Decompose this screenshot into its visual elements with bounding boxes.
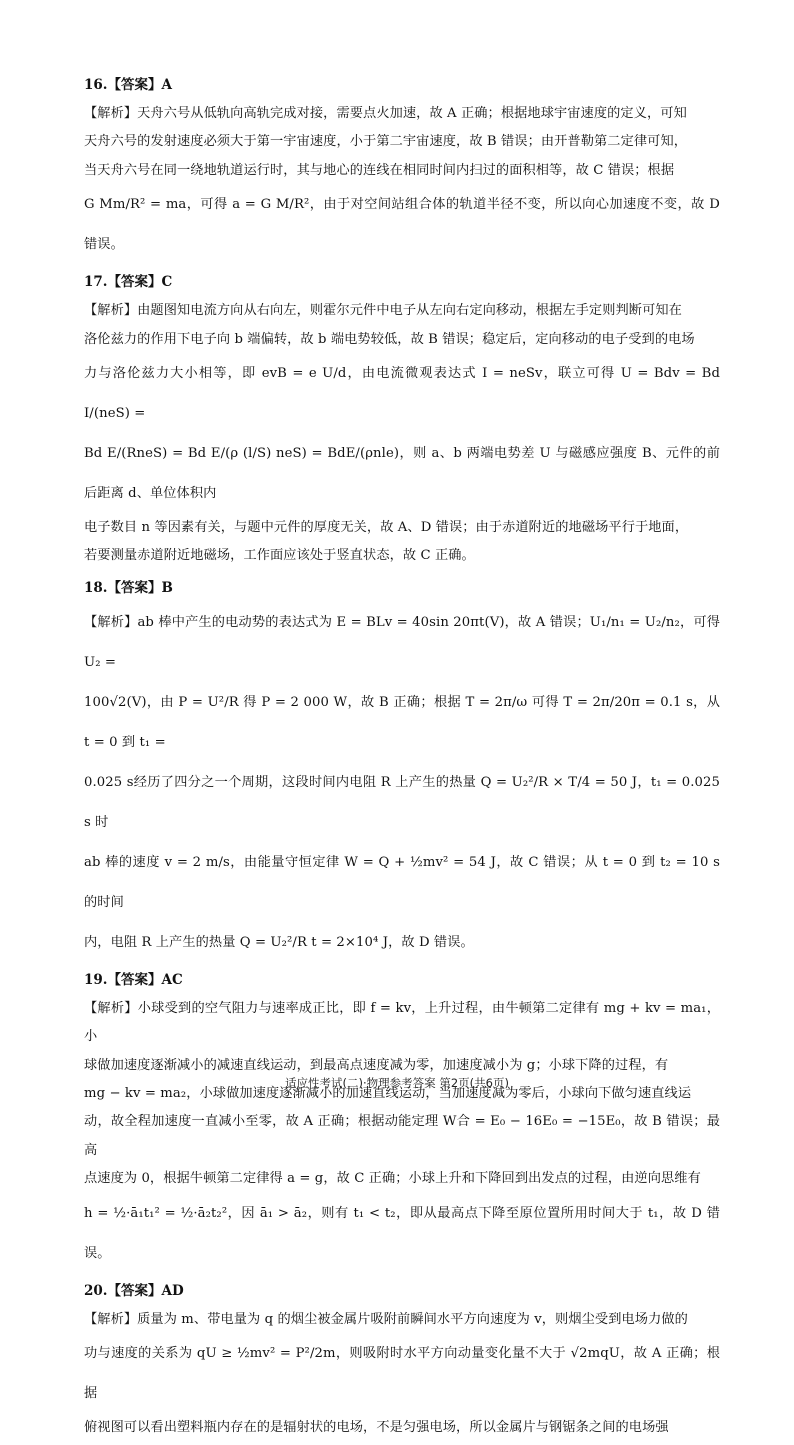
answer-label: 20.【答案】AD bbox=[84, 1282, 184, 1299]
explanation-line: 【解析】小球受到的空气阻力与速率成正比，即 f = kv，上升过程，由牛顿第二定律有 mg + kv = ma₁，小 bbox=[84, 1000, 720, 1045]
explanation-line: mg − kv = ma₂，小球做加速度逐渐减小的加速直线运动，当加速度减为零后，小球向下做匀速直线运 bbox=[84, 1086, 692, 1102]
explanation-line: 球做加速度逐渐减小的减速直线运动，到最高点速度减为零，加速度减小为 g；小球下降的过程，有 bbox=[84, 1057, 669, 1073]
explanation-line: 天舟六号的发射速度必须大于第一宇宙速度，小于第二宇宙速度，故 B 错误；由开普勒第二定律可知， bbox=[84, 134, 688, 150]
answer-label: 17.【答案】C bbox=[84, 274, 173, 291]
explanation-line: h = ½·ā₁t₁² = ½·ā₂t₂²，因 ā₁ > ā₂，则有 t₁ < t₂，即从最高点下降至原位置所用时间大于 t₁，故 D 错误。 bbox=[84, 1205, 720, 1261]
explanation-line: 当天舟六号在同一绕地轨道运行时，其与地心的连线在相同时间内扫过的面积相等，故 C 错误；根据 bbox=[84, 162, 675, 178]
explanation-line: 100√2(V)，由 P = U²/R 得 P = 2 000 W，故 B 正确；根据 T = 2π/ω 可得 T = 2π/20π = 0.1 s，从 t = 0 到 t₁ = bbox=[84, 694, 720, 750]
question-19 bbox=[84, 965, 720, 1274]
question-16 bbox=[84, 70, 720, 265]
answer-label: 19.【答案】AC bbox=[84, 971, 183, 988]
explanation-line: 若要测量赤道附近地磁场，工作面应该处于竖直状态，故 C 正确。 bbox=[84, 548, 475, 564]
question-18 bbox=[84, 573, 720, 963]
explanation-line: 力与洛伦兹力大小相等，即 evB = e U/d，由电流微观表达式 I = neSv，联立可得 U = Bdv = Bd I/(neS) = bbox=[84, 366, 720, 422]
question-17 bbox=[84, 267, 720, 571]
explanation-line: 洛伦兹力的作用下电子向 b 端偏转，故 b 端电势较低，故 B 错误；稳定后，定向移动的电子受到的电场 bbox=[84, 331, 695, 347]
explanation-line: 俯视图可以看出塑料瓶内存在的是辐射状的电场，不是匀强电场，所以金属片与钢锯条之间的电场强 bbox=[84, 1420, 669, 1436]
explanation-line: 【解析】由题图知电流方向从右向左，则霍尔元件中电子从左向右定向移动，根据左手定则判断可知在 bbox=[84, 303, 682, 319]
question-20 bbox=[84, 1276, 720, 1443]
explanation-line: 【解析】ab 棒中产生的电动势的表达式为 E = BLv = 40sin 20πt(V)，故 A 错误；U₁/n₁ = U₂/n₂，可得 U₂ = bbox=[84, 614, 720, 670]
explanation-line: 【解析】质量为 m、带电量为 q 的烟尘被金属片吸附前瞬间水平方向速度为 v，则烟尘受到电场力做的 bbox=[84, 1311, 688, 1327]
explanation-line: 动，故全程加速度一直减小至零，故 A 正确；根据动能定理 W合 = E₀ − 16E₀ = −15E₀，故 B 错误；最高 bbox=[84, 1114, 720, 1158]
page-footer: 适应性考试(二)·物理参考答案 第2页(共6页) bbox=[285, 1076, 509, 1090]
explanation-line: 功与速度的关系为 qU ≥ ½mv² = P²/2m，则吸附时水平方向动量变化量不大于 √2mqU，故 A 正确；根据 bbox=[84, 1346, 720, 1402]
answer-page bbox=[84, 70, 720, 1445]
explanation-line: 点速度为 0，根据牛顿第二定律得 a = g，故 C 正确；小球上升和下降回到出发点的过程，由逆向思维有 bbox=[84, 1171, 701, 1187]
explanation-line: 0.025 s经历了四分之一个周期，这段时间内电阻 R 上产生的热量 Q = U₂²/R × T/4 = 50 J，t₁ = 0.025 s 时 bbox=[84, 774, 720, 830]
explanation-line: ab 棒的速度 v = 2 m/s，由能量守恒定律 W = Q + ½mv² = 54 J，故 C 错误；从 t = 0 到 t₂ = 10 s 的时间 bbox=[84, 854, 720, 910]
explanation-line: 内，电阻 R 上产生的热量 Q = U₂²/R t = 2×10⁴ J，故 D 错误。 bbox=[84, 934, 474, 950]
answer-label: 16.【答案】A bbox=[84, 77, 172, 93]
answer-label: 18.【答案】B bbox=[84, 579, 173, 596]
explanation-line: Bd E/(RneS) = Bd E/(ρ (l/S) neS) = BdE/(ρnle)，则 a、b 两端电势差 U 与磁感应强度 B、元件的前后距离 d、单位体积内 bbox=[84, 446, 720, 502]
explanation-line: G Mm/R² = ma，可得 a = G M/R²，由于对空间站组合体的轨道半径不变，所以向心加速度不变，故 D 错误。 bbox=[84, 197, 720, 253]
explanation-line: 电子数目 n 等因素有关，与题中元件的厚度无关，故 A、D 错误；由于赤道附近的地磁场平行于地面， bbox=[84, 520, 689, 536]
explanation-line: 【解析】天舟六号从低轨向高轨完成对接，需要点火加速，故 A 正确；根据地球宇宙速度的定义，可知 bbox=[84, 106, 687, 121]
